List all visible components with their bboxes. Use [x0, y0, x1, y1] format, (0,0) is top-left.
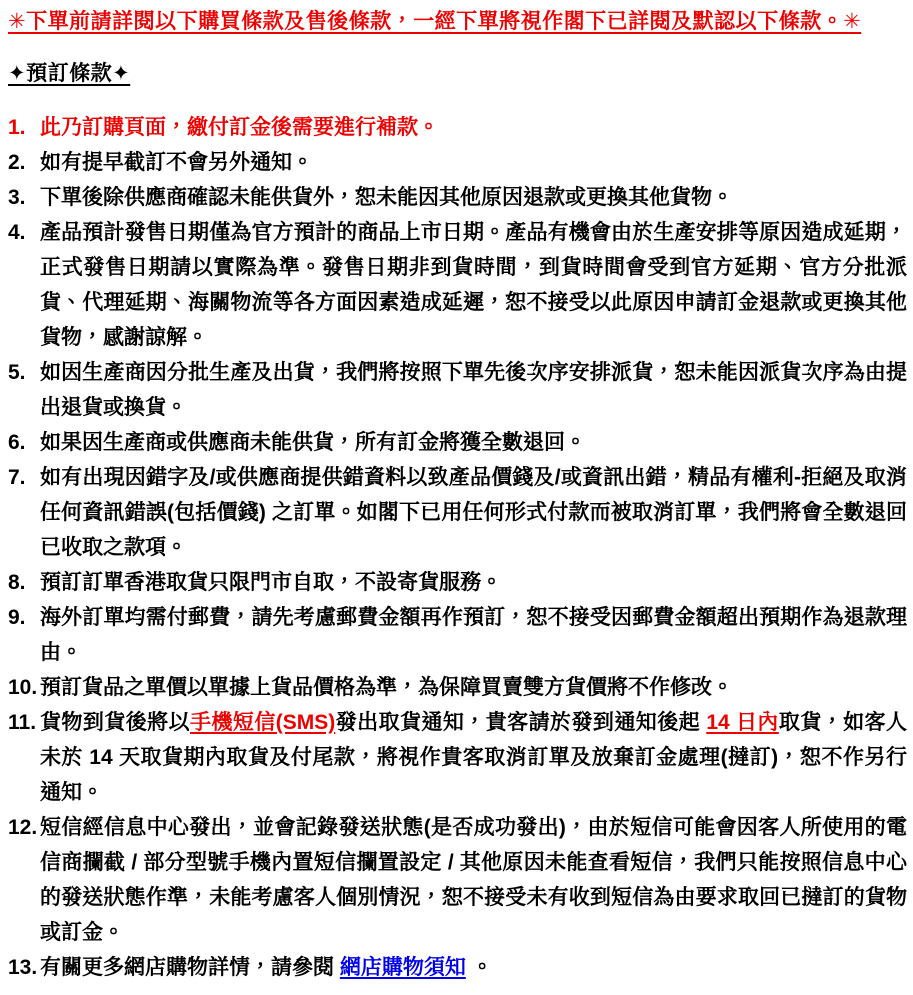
term-text [40, 705, 907, 810]
term-item-4 [8, 215, 907, 355]
term-text: 下單後除供應商確認未能供貨外，恕未能因其他原因退款或更換其他貨物。 [40, 186, 733, 209]
term-item-3 [8, 180, 907, 215]
online-store-shopping-guide-link[interactable]: 網店購物須知 [339, 956, 466, 979]
term-number: 4. [8, 221, 26, 244]
pickup-deadline-highlight: 14 日內 [706, 711, 779, 734]
term-item-11 [8, 705, 907, 810]
term-number: 9. [8, 606, 26, 629]
term-text-segment: 貨物到貨後將以 [40, 711, 191, 734]
term-number: 8. [8, 571, 26, 594]
term-text: 如有提早截訂不會另外通知。 [40, 151, 313, 174]
term-text: 如果因生產商或供應商未能供貨，所有訂金將獲全數退回。 [40, 431, 586, 454]
term-item-5 [8, 355, 907, 425]
term-number: 10. [8, 676, 38, 699]
term-item-8 [8, 565, 907, 600]
term-item-9 [8, 600, 907, 670]
term-number: 13. [8, 956, 38, 979]
term-number: 3. [8, 186, 26, 209]
term-text [40, 950, 907, 985]
term-number: 2. [8, 151, 26, 174]
term-text: 短信經信息中心發出，並會記錄發送狀態(是否成功發出)，由於短信可能會因客人所使用的電信商攔截 / 部分型號手機內置短信攔置設定 / 其他原因未能查看短信，我們只能按照信息中心的發送狀態作準，未能考慮客人個別情況，恕不接受未有收到短信為由要求取回已撻訂的貨物或訂金。 [40, 816, 907, 944]
term-text: 如有出現因錯字及/或供應商提供錯資料以致產品價錢及/或資訊出錯，精品有權利-拒絕及取消任何資訊錯誤(包括價錢) 之訂單。如閣下已用任何形式付款而被取消訂單，我們將會全數退回已收取之款項。 [40, 466, 907, 559]
term-text: 預訂貨品之單價以單據上貨品價格為準，為保障買賣雙方貨價將不作修改。 [40, 676, 733, 699]
term-text: 產品預計發售日期僅為官方預計的商品上市日期。產品有機會由於生產安排等原因造成延期，正式發售日期請以實際為準。發售日期非到貨時間，到貨時間會受到官方延期、官方分批派貨、代理延期、海關物流等各方面因素造成延遲，恕不接受以此原因申請訂金退款或更換其他貨物，感謝諒解。 [40, 221, 907, 349]
term-text: 海外訂單均需付郵費，請先考慮郵費金額再作預訂，恕不接受因郵費金額超出預期作為退款理由。 [40, 606, 907, 664]
term-number: 12. [8, 816, 38, 839]
term-text-segment: 取貨，如客人未於 14 天取貨期內取貨及付尾款，將視作貴客取消訂單及放棄訂金處理(撻訂)，恕不作另行通知。 [40, 711, 907, 804]
term-number: 11. [8, 711, 37, 734]
sms-notice-highlight: 手機短信(SMS) [190, 711, 336, 734]
term-text: 如因生產商因分批生產及出貨，我們將按照下單先後次序安排派貨，恕未能因派貨次序為由提出退貨或換貨。 [40, 361, 907, 419]
term-text: 此乃訂購頁面，繳付訂金後需要進行補款。 [40, 116, 439, 139]
term-number: 5. [8, 361, 26, 384]
term-text: 預訂訂單香港取貨只限門市自取，不設寄貨服務。 [40, 571, 502, 594]
term-item-2 [8, 145, 907, 180]
term-item-6 [8, 425, 907, 460]
terms-list [8, 110, 907, 985]
term-text-segment: 。 [465, 956, 493, 979]
term-number: 6. [8, 431, 26, 454]
term-text-segment: 發出取貨通知，貴客請於發到通知後起 [335, 711, 707, 734]
term-number: 1. [8, 116, 26, 139]
term-text-segment: 有關更多網店購物詳情，請參閱 [40, 956, 340, 979]
term-item-10 [8, 670, 907, 705]
term-number: 7. [8, 466, 26, 489]
term-item-7 [8, 460, 907, 565]
term-item-1 [8, 110, 907, 145]
preorder-terms-section-title: ✦預訂條款✦ [8, 62, 131, 85]
term-item-13 [8, 950, 907, 985]
purchase-notice-header: ✳下單前請詳閱以下購買條款及售後條款，一經下單將視作閣下已詳閱及默認以下條款。✳ [8, 10, 862, 33]
term-item-12 [8, 810, 907, 950]
